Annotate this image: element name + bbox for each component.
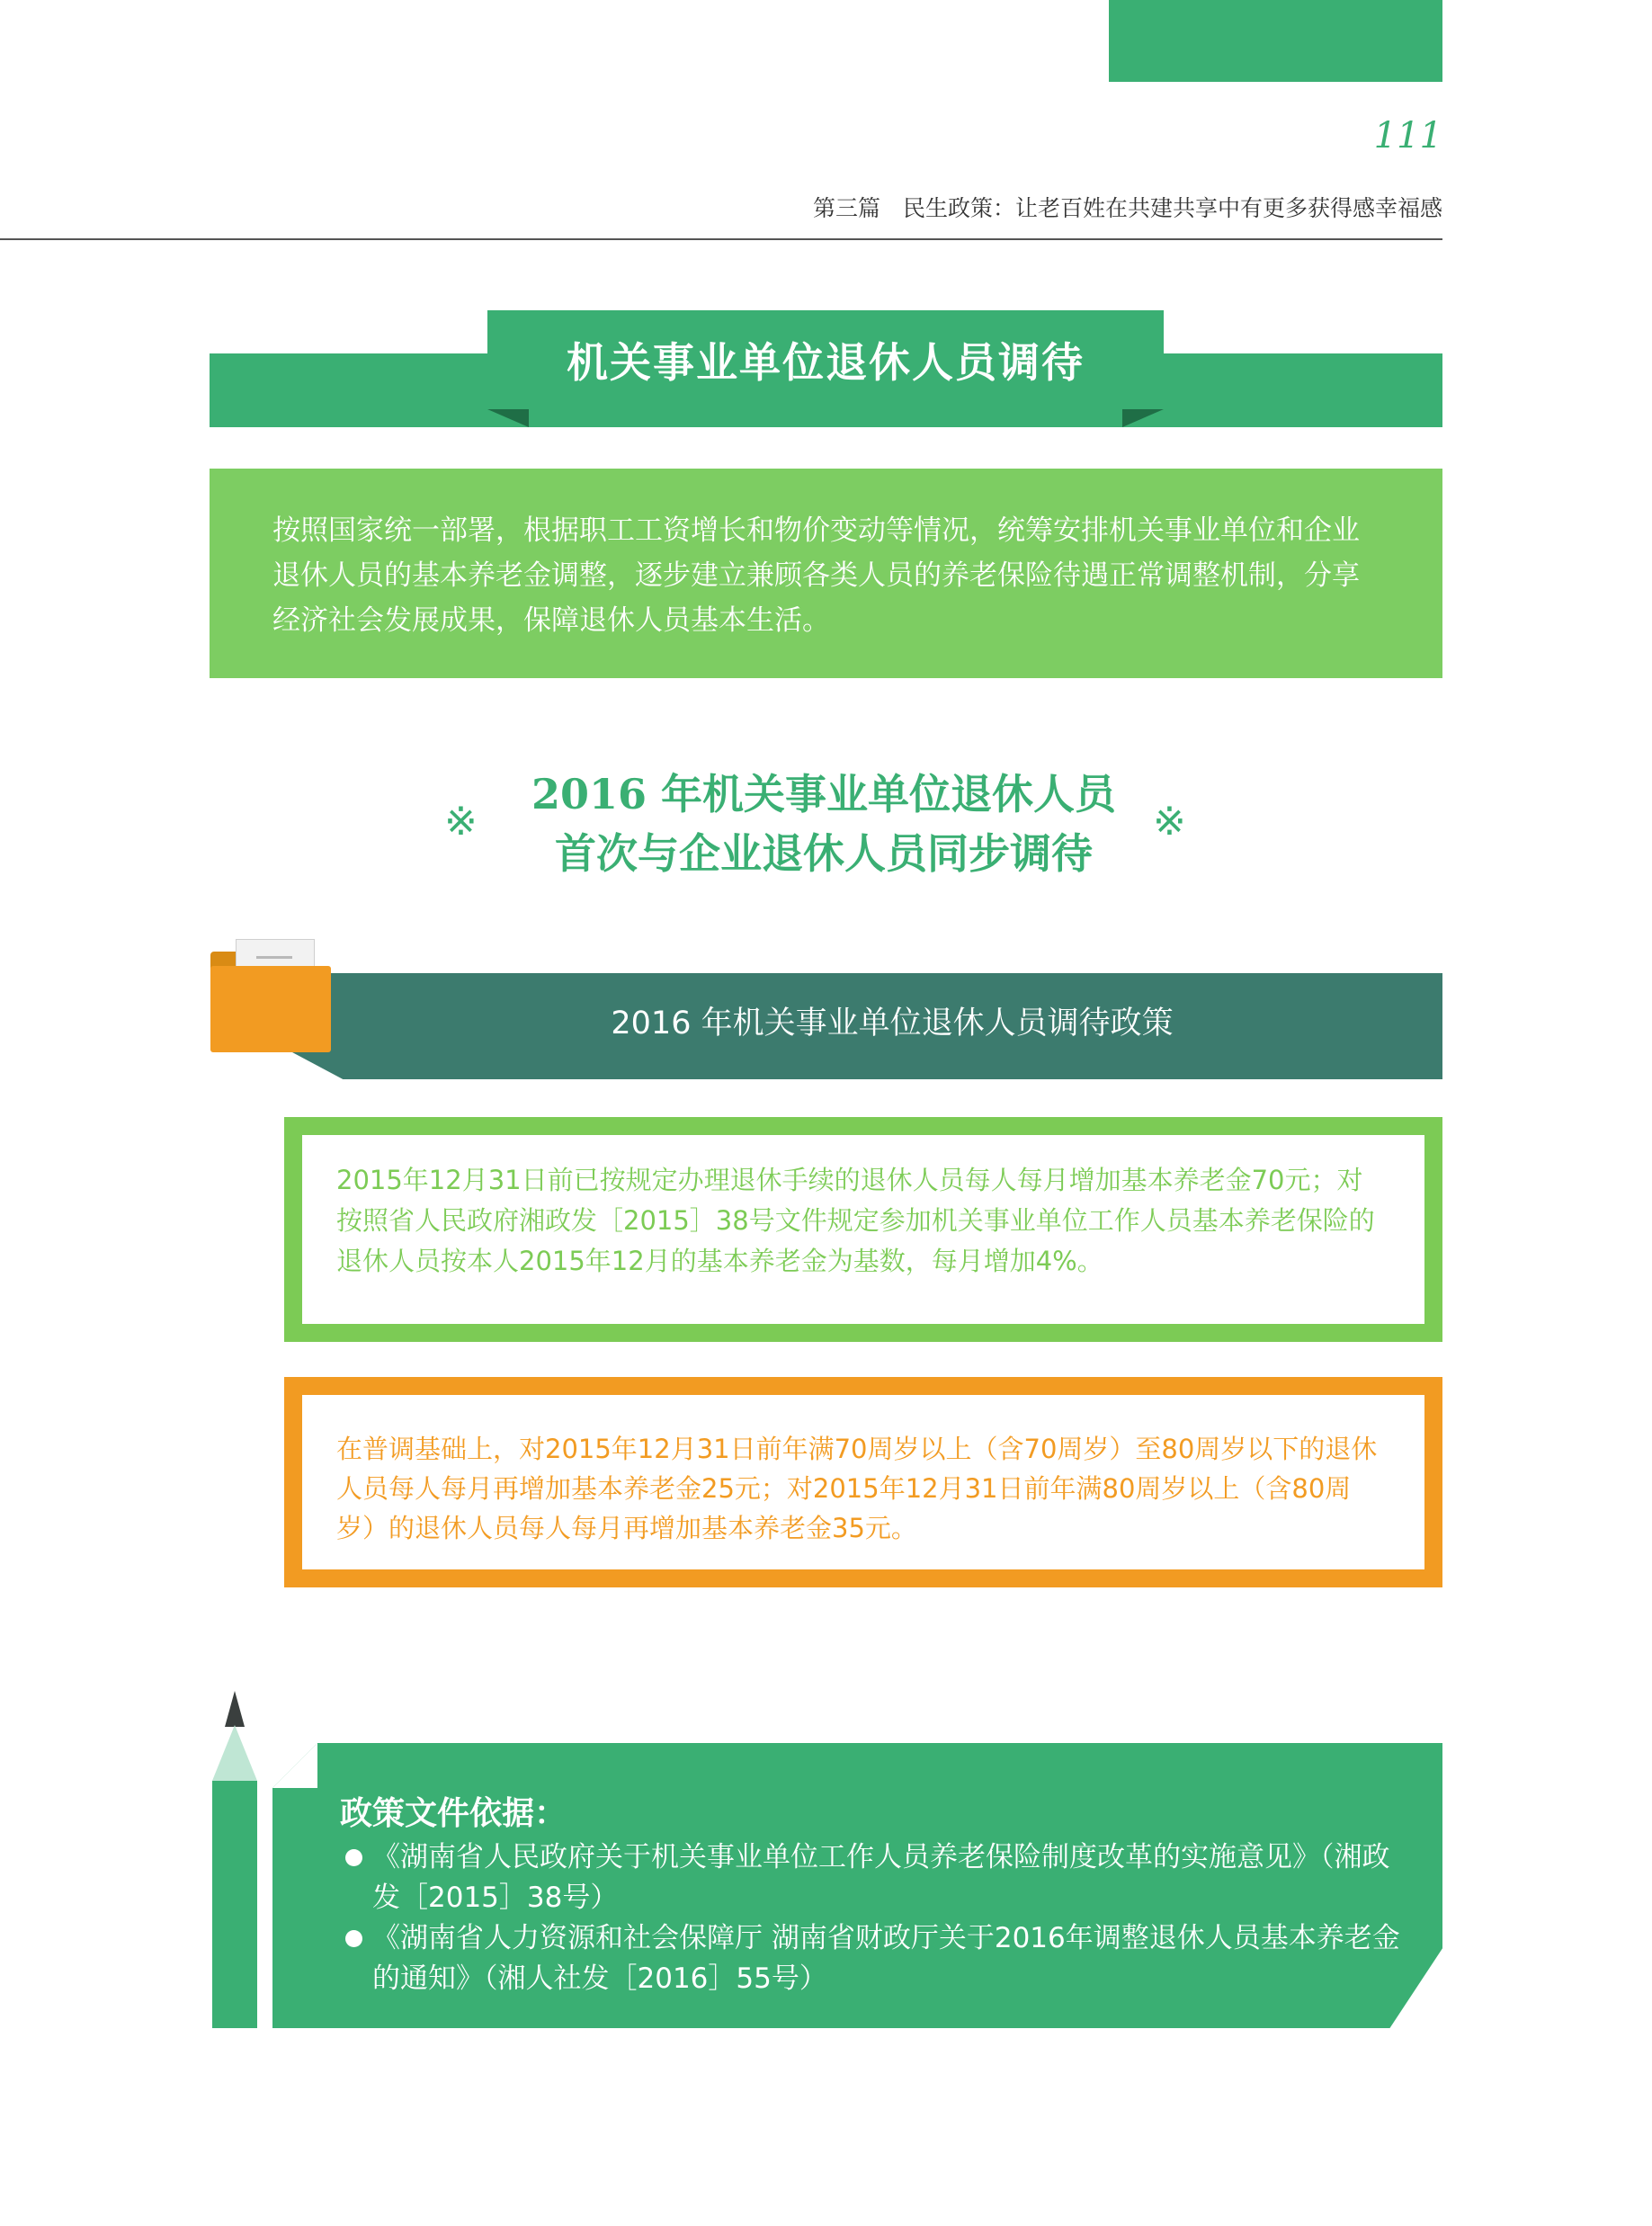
pencil-icon-lead — [225, 1691, 245, 1727]
policy-box-basic-text: 2015年12月31日前已按规定办理退休手续的退休人员每人每月增加基本养老金70元；对按照省人民政府湘政发［2015］38号文件规定参加机关事业单位工作人员基本养老保险的退休人员按本人2015年12月的基本养老金为基数，每月增加4%。 — [336, 1165, 1375, 1276]
basis-box-fold-corner — [272, 1743, 317, 1788]
banner-title: 机关事业单位退休人员调待 — [567, 338, 1085, 387]
section-title-line2: 首次与企业退休人员同步调待 — [555, 829, 1093, 878]
banner-fold-left — [487, 409, 529, 427]
intro-box — [210, 469, 1442, 678]
policy-basis-item — [340, 1918, 1401, 1999]
running-head: 第三篇 民生政策：让老百姓在共建共享中有更多获得感幸福感 — [812, 195, 1442, 221]
page-number: 111 — [1373, 115, 1442, 156]
section-title-line1: 2016 年机关事业单位退休人员 — [531, 770, 1117, 818]
intro-text: 按照国家统一部署，根据职工工资增长和物价变动等情况，统筹安排机关事业单位和企业退休人员的基本养老金调整，逐步建立兼顾各类人员的养老保险待遇正常调整机制，分享经济社会发展成果，保障退休人员基本生活。 — [272, 514, 1360, 637]
policy-basis-item-text: 《湖南省人民政府关于机关事业单位工作人员养老保险制度改革的实施意见》（湘政发［2015］38号） — [372, 1841, 1390, 1914]
header-tab-decoration — [1109, 0, 1442, 82]
policy-basis-list — [340, 1837, 1401, 1999]
pencil-icon — [212, 1781, 257, 2028]
policy-basis-heading: 政策文件依据： — [340, 1795, 567, 1832]
section-title — [504, 764, 1144, 883]
policy-basis-content — [340, 1788, 1401, 1999]
bullet-icon — [345, 1849, 362, 1866]
policy-box-basic — [284, 1117, 1442, 1342]
folder-icon — [210, 966, 331, 1052]
banner-fold-right — [1122, 409, 1164, 427]
pencil-icon-wood — [212, 1725, 257, 1781]
policy-box-additional — [284, 1377, 1442, 1587]
header-divider — [0, 238, 1442, 240]
reference-mark-right: ※ — [1153, 799, 1186, 845]
reference-mark-left: ※ — [444, 799, 478, 845]
policy-basis-item-text: 《湖南省人力资源和社会保障厅 湖南省财政厅关于2016年调整退休人员基本养老金的通知》（湘人社发［2016］55号） — [372, 1922, 1400, 1995]
policy-box-additional-text: 在普调基础上，对2015年12月31日前年满70周岁以上（含70周岁）至80周岁以下的退休人员每人每月再增加基本养老金25元；对2015年12月31日前年满80周岁以上（含80周岁）的退休人员每人每月再增加基本养老金35元。 — [336, 1434, 1378, 1543]
policy-bar-title: 2016 年机关事业单位退休人员调待政策 — [611, 1005, 1174, 1041]
banner-ribbon-front — [487, 310, 1164, 409]
bullet-icon — [345, 1930, 362, 1947]
policy-basis-item — [340, 1837, 1401, 1918]
